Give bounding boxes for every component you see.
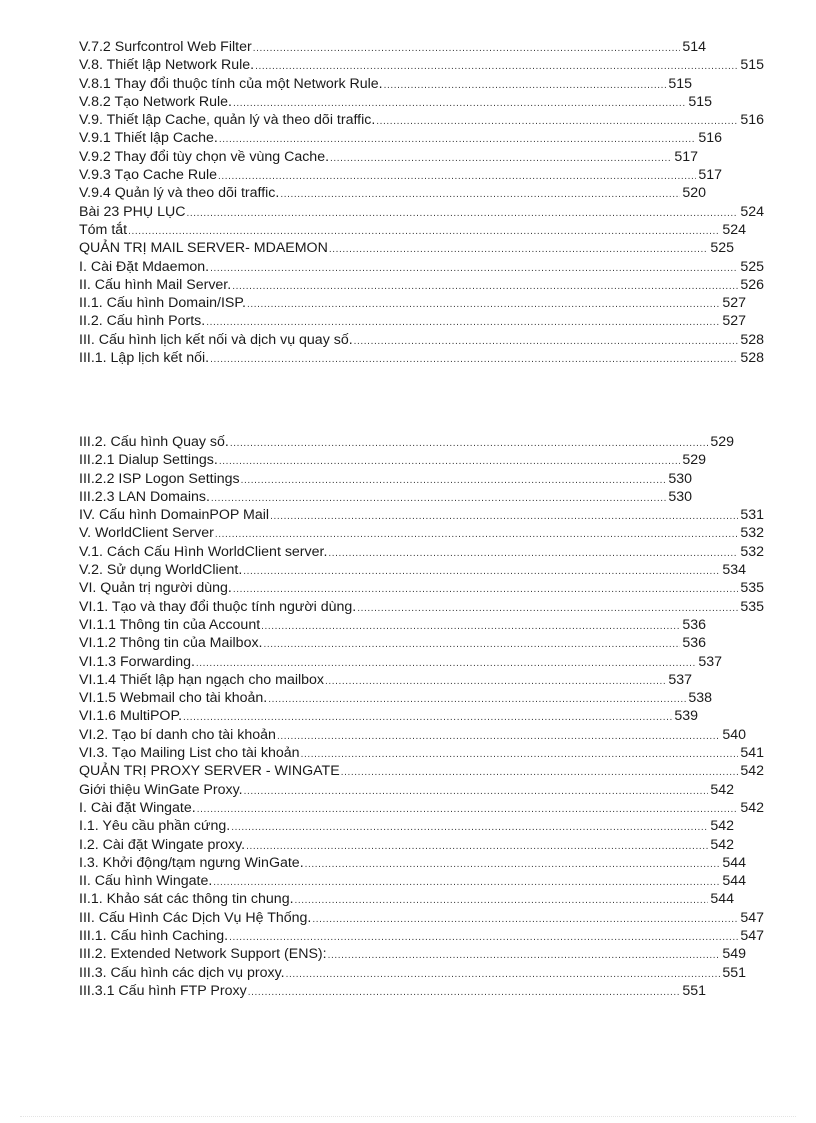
toc-entry-page: 540	[722, 726, 746, 743]
toc-entry	[79, 488, 764, 506]
toc-entry	[79, 470, 764, 488]
leader-dots	[295, 892, 709, 910]
toc-entry-title: V.9.2 Thay đổi tùy chọn về vùng Cache.	[79, 148, 330, 165]
toc-entry	[79, 221, 764, 239]
toc-entry-page: 544	[710, 891, 734, 908]
leader-dots	[210, 351, 738, 369]
toc-entry	[79, 148, 764, 166]
toc-entry	[79, 166, 764, 184]
leader-dots	[270, 508, 738, 526]
leader-dots	[301, 746, 739, 764]
toc-entry-page: 529	[710, 434, 734, 450]
toc-entry-page: 536	[682, 616, 706, 633]
toc-entry-page: 524	[722, 221, 746, 238]
toc-entry-title: I. Cài đặt Wingate.	[79, 799, 196, 816]
toc-entry-title: VI.3. Tạo Mailing List cho tài khoản	[79, 745, 300, 762]
toc-entry	[79, 927, 764, 945]
toc-entry-title: III.2.1 Dialup Settings.	[79, 452, 218, 469]
toc-entry	[79, 349, 764, 367]
leader-dots	[246, 838, 708, 856]
leader-dots	[325, 673, 666, 691]
toc-entry-title: II.2. Cấu hình Ports.	[79, 313, 206, 330]
toc-entry-title: QUẢN TRỊ PROXY SERVER - WINGATE	[79, 763, 340, 780]
toc-entry-page: 539	[674, 708, 698, 725]
toc-entry-page: 542	[710, 836, 734, 853]
toc-entry	[79, 543, 764, 561]
toc-entry	[79, 451, 764, 469]
toc-entry-page: 527	[722, 295, 746, 312]
toc-entry-page: 536	[682, 635, 706, 652]
toc-entry-page: 524	[740, 203, 764, 220]
leader-dots	[211, 490, 666, 508]
leader-dots	[329, 241, 708, 259]
toc-entry-title: II.1. Khảo sát các thông tin chung.	[79, 891, 294, 908]
toc-entry	[79, 653, 764, 671]
toc-entry-title: V.9. Thiết lập Cache, quản lý và theo dõi traffic.	[79, 112, 376, 129]
toc-entry-title: II. Cấu hình Wingate.	[79, 873, 213, 890]
toc-entry	[79, 598, 764, 616]
toc-entry	[79, 616, 764, 634]
toc-entry-title: VI.2. Tạo bí danh cho tài khoản	[79, 726, 276, 743]
toc-entry-page: 515	[688, 93, 712, 110]
toc-entry	[79, 799, 764, 817]
leader-dots	[230, 435, 708, 453]
toc-entry-title: I.2. Cài đặt Wingate proxy.	[79, 836, 246, 853]
toc-entry	[79, 872, 764, 890]
toc-entry-title: III.2. Extended Network Support (ENS):	[79, 946, 327, 963]
toc-entry	[79, 781, 764, 799]
toc-entry-page: 526	[740, 276, 764, 293]
toc-entry	[79, 38, 764, 56]
leader-dots	[231, 819, 708, 837]
toc-entry	[79, 276, 764, 294]
toc-entry	[79, 93, 764, 111]
toc-entry	[79, 331, 764, 349]
toc-entry-page: 542	[740, 763, 764, 780]
toc-entry	[79, 707, 764, 725]
leader-dots	[328, 545, 738, 563]
toc-entry	[79, 294, 764, 312]
toc-entry-page: 531	[740, 507, 764, 524]
toc-entry-title: III.1. Cấu hình Caching.	[79, 928, 229, 945]
toc-entry-title: VI.1.2 Thông tin của Mailbox.	[79, 635, 263, 652]
toc-entry-page: 547	[740, 909, 764, 926]
leader-dots	[253, 40, 681, 58]
toc-entry	[79, 909, 764, 927]
leader-dots	[357, 600, 738, 618]
toc-entry	[79, 964, 764, 982]
toc-entry-title: VI.1. Tạo và thay đổi thuộc tính người dùng.	[79, 598, 357, 615]
toc-entry-title: V.8.1 Thay đổi thuộc tính của một Network Rule.	[79, 75, 383, 92]
toc-entry	[79, 689, 764, 707]
toc-entry-page: 538	[688, 690, 712, 707]
toc-entry-title: V.7.2 Surfcontrol Web Filter	[79, 39, 252, 55]
toc-entry-title: V.9.1 Thiết lập Cache.	[79, 130, 218, 147]
toc-entry-title: II.1. Cấu hình Domain/ISP.	[79, 295, 246, 312]
toc-entry-title: V.8.2 Tạo Network Rule.	[79, 93, 232, 110]
leader-dots	[219, 453, 681, 471]
leader-dots	[277, 728, 720, 746]
leader-dots	[210, 260, 738, 278]
toc-entry-page: 551	[722, 964, 746, 981]
toc-entry	[79, 890, 764, 908]
toc-entry-title: VI. Quản trị người dùng.	[79, 580, 232, 597]
toc-entry	[79, 762, 764, 780]
leader-dots	[354, 333, 739, 351]
toc-entry-title: III. Cấu Hình Các Dịch Vụ Hệ Thống.	[79, 909, 312, 926]
toc-entry-page: 537	[668, 671, 692, 688]
toc-entry-title: I.1. Yêu cầu phần cứng.	[79, 818, 231, 835]
toc-entry-page: 542	[740, 799, 764, 816]
toc-entry-title: VI.1.1 Thông tin của Account	[79, 616, 261, 633]
leader-dots	[247, 296, 720, 314]
toc-entry-title: III.2. Cấu hình Quay số.	[79, 434, 229, 450]
toc-entry-title: I. Cài Đặt Mdaemon.	[79, 258, 210, 275]
toc-entry-page: 517	[698, 167, 722, 184]
toc-entry	[79, 671, 764, 689]
toc-entry	[79, 258, 764, 276]
toc-entry-page: 517	[674, 148, 698, 165]
toc-entry	[79, 506, 764, 524]
toc-entry-page: 532	[740, 525, 764, 542]
toc-entry-title: VI.1.5 Webmail cho tài khoản.	[79, 690, 268, 707]
toc-entry	[79, 433, 764, 451]
toc-entry-page: 547	[740, 928, 764, 945]
toc-entry-page: 535	[740, 580, 764, 597]
page-bottom-rule	[20, 1116, 796, 1117]
leader-dots	[241, 472, 667, 490]
toc-entry-title: V.9.3 Tạo Cache Rule	[79, 167, 218, 184]
toc-entry	[79, 982, 764, 1000]
leader-dots	[286, 966, 721, 984]
toc-entry	[79, 75, 764, 93]
toc-entry	[79, 744, 764, 762]
toc-entry-page: 527	[722, 313, 746, 330]
toc-entry	[79, 312, 764, 330]
toc-entry-title: I.3. Khởi động/tạm ngưng WinGate.	[79, 854, 304, 871]
toc-entry-page: 544	[722, 873, 746, 890]
leader-dots	[186, 205, 738, 223]
toc-entry-title: VI.1.4 Thiết lập hạn ngạch cho mailbox	[79, 671, 325, 688]
toc-entry	[79, 56, 764, 74]
toc-entry-page: 537	[698, 653, 722, 670]
table-of-contents-part-2	[79, 433, 764, 1000]
toc-entry-page: 514	[682, 39, 706, 55]
toc-entry-page: 541	[740, 745, 764, 762]
toc-entry-title: II. Cấu hình Mail Server.	[79, 276, 232, 293]
toc-entry-title: III.3.1 Cấu hình FTP Proxy	[79, 982, 247, 999]
toc-entry-title: III. Cấu hình lịch kết nối và dịch vụ quay số.	[79, 331, 353, 348]
toc-entry-page: 520	[682, 185, 706, 202]
leader-dots	[328, 947, 721, 965]
toc-entry-page: 525	[740, 258, 764, 275]
toc-entry-page: 515	[740, 57, 764, 74]
toc-entry-title: VI.1.3 Forwarding.	[79, 653, 195, 670]
toc-entry	[79, 817, 764, 835]
leader-dots	[261, 618, 680, 636]
leader-dots	[268, 691, 686, 709]
toc-entry	[79, 561, 764, 579]
toc-entry-page: 544	[722, 854, 746, 871]
toc-entry-page: 551	[682, 982, 706, 999]
leader-dots	[248, 984, 681, 1002]
leader-dots	[264, 636, 681, 654]
toc-entry	[79, 184, 764, 202]
toc-entry-title: IV. Cấu hình DomainPOP Mail	[79, 507, 270, 524]
toc-entry-page: 530	[668, 470, 692, 487]
leader-dots	[218, 168, 696, 186]
toc-entry-page: 542	[710, 781, 734, 798]
toc-entry	[79, 524, 764, 542]
leader-dots	[312, 911, 738, 929]
toc-entry	[79, 239, 764, 257]
toc-entry-page: 529	[682, 452, 706, 469]
leader-dots	[330, 150, 672, 168]
toc-entry	[79, 945, 764, 963]
toc-entry-page: 530	[668, 488, 692, 505]
leader-dots	[384, 77, 667, 95]
leader-dots	[305, 856, 721, 874]
toc-entry-page: 525	[710, 240, 734, 257]
toc-entry-title: Giới thiệu WinGate Proxy.	[79, 781, 243, 798]
toc-entry-page: 516	[740, 112, 764, 129]
leader-dots	[376, 113, 738, 131]
toc-entry	[79, 129, 764, 147]
toc-entry-page: 534	[722, 562, 746, 579]
table-of-contents-part-1	[79, 38, 764, 367]
toc-entry-title: VI.1.6 MultiPOP.	[79, 708, 183, 725]
leader-dots	[341, 764, 739, 782]
leader-dots	[243, 563, 720, 581]
toc-entry-title: III.1. Lập lịch kết nối.	[79, 350, 210, 367]
toc-entry-page: 528	[740, 350, 764, 367]
toc-entry-title: Bài 23 PHỤ LỤC	[79, 203, 186, 220]
toc-entry-page: 535	[740, 598, 764, 615]
toc-entry-title: Tóm tắt	[79, 221, 128, 238]
toc-entry-page: 532	[740, 543, 764, 560]
toc-entry-title: V.2. Sử dụng WorldClient.	[79, 562, 243, 579]
leader-dots	[232, 278, 738, 296]
toc-entry	[79, 203, 764, 221]
toc-entry-title: III.2.3 LAN Domains.	[79, 488, 210, 505]
toc-entry-title: III.2.2 ISP Logon Settings	[79, 470, 240, 487]
toc-entry	[79, 836, 764, 854]
toc-entry-page: 516	[698, 130, 722, 147]
toc-entry-page: 542	[710, 818, 734, 835]
toc-entry-title: V.8. Thiết lập Network Rule.	[79, 57, 255, 74]
toc-entry	[79, 111, 764, 129]
toc-entry-title: V.1. Cách Cấu Hình WorldClient server.	[79, 543, 328, 560]
toc-entry-title: QUẢN TRỊ MAIL SERVER- MDAEMON	[79, 240, 328, 257]
toc-entry-title: V.9.4 Quản lý và theo dõi traffic.	[79, 185, 280, 202]
leader-dots	[197, 801, 739, 819]
toc-entry-title: V. WorldClient Server	[79, 525, 214, 542]
toc-entry	[79, 634, 764, 652]
toc-entry-title: III.3. Cấu hình các dịch vụ proxy.	[79, 964, 285, 981]
toc-entry-page: 549	[722, 946, 746, 963]
toc-entry	[79, 726, 764, 744]
toc-entry-page: 528	[740, 331, 764, 348]
toc-entry	[79, 579, 764, 597]
toc-entry	[79, 854, 764, 872]
leader-dots	[280, 186, 680, 204]
toc-entry-page: 515	[668, 75, 692, 92]
leader-dots	[244, 783, 709, 801]
